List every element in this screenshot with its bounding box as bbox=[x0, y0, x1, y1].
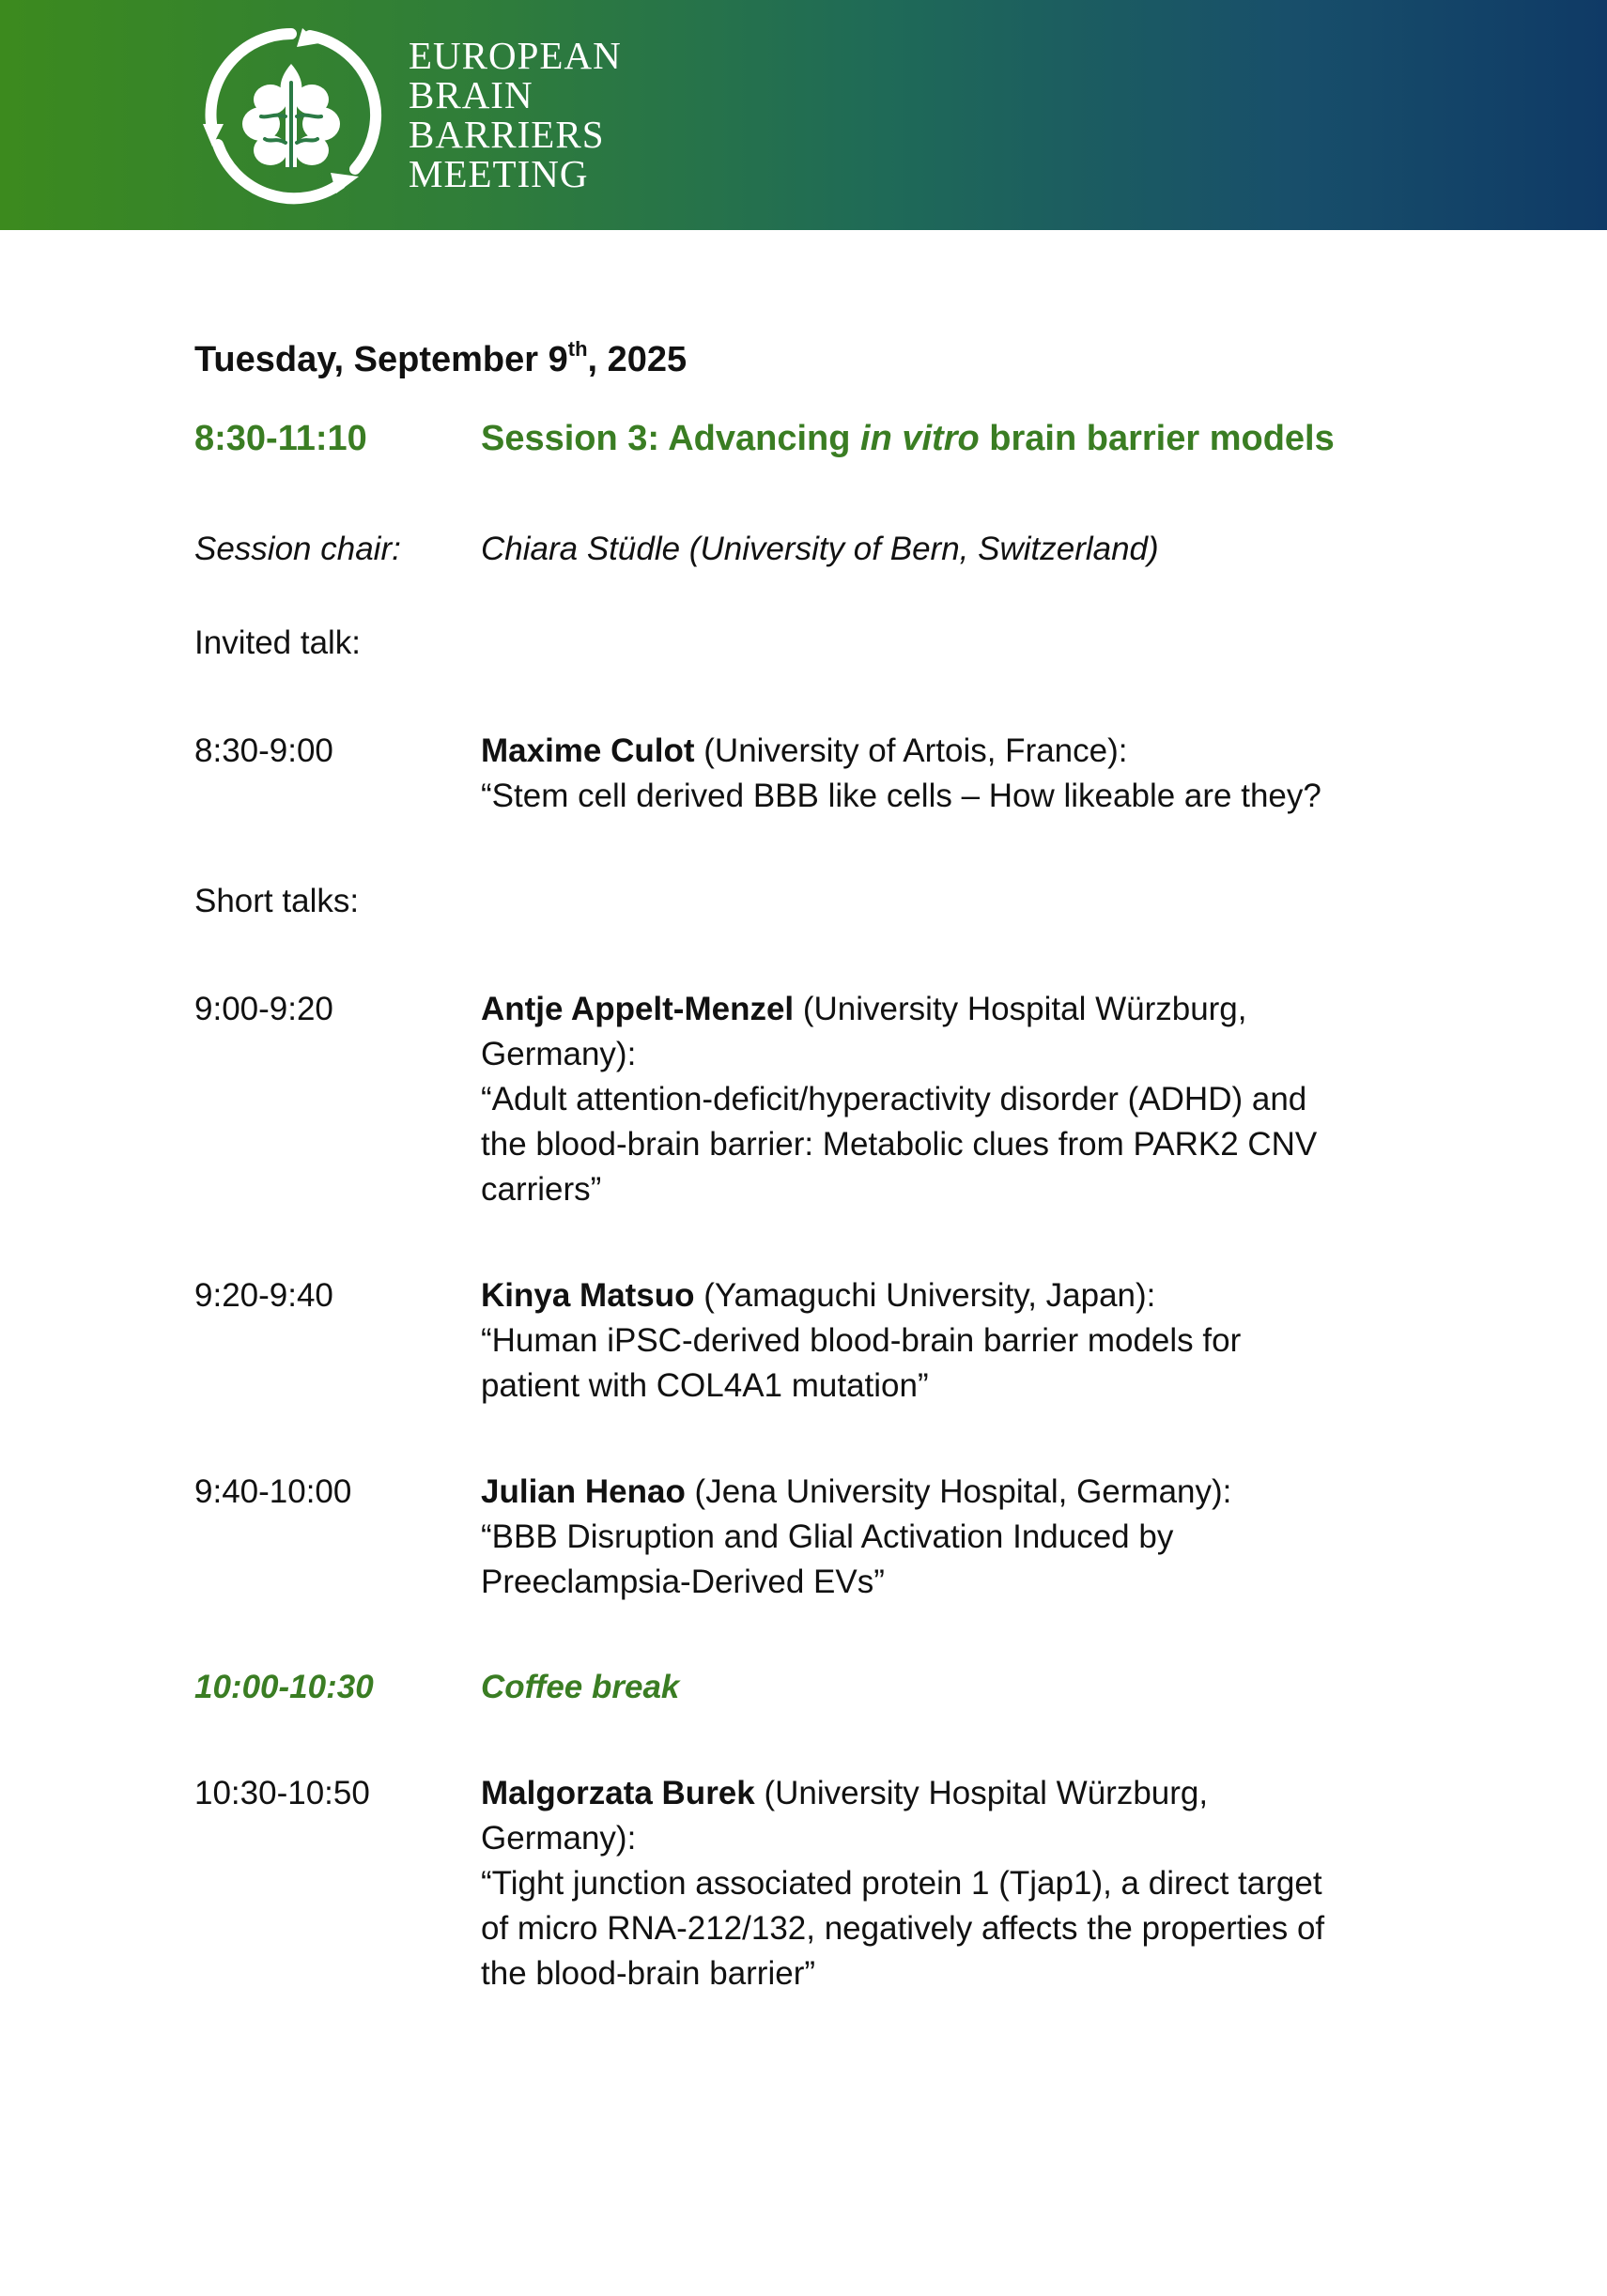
talk-line: patient with COL4A1 mutation” bbox=[481, 1367, 929, 1404]
logo-wordmark bbox=[409, 36, 622, 193]
logo-line: MEETING bbox=[409, 152, 589, 195]
talk-affiliation: (University of Artois, France): bbox=[694, 732, 1128, 769]
invited-talk-label: Invited talk: bbox=[194, 624, 362, 661]
talk-affiliation: (Yamaguchi University, Japan): bbox=[694, 1277, 1156, 1314]
talk-speaker: Kinya Matsuo bbox=[481, 1277, 695, 1314]
talk-time: 9:00-9:20 bbox=[194, 991, 333, 1027]
talk-line bbox=[481, 1771, 1420, 1816]
talk-line: the blood-brain barrier” bbox=[481, 1955, 816, 1992]
day-heading-superscript: th bbox=[567, 337, 588, 361]
header-banner bbox=[0, 0, 1607, 230]
logo-line: BRAIN bbox=[409, 73, 533, 116]
talk-line: Germany): bbox=[481, 1036, 637, 1072]
session-chair-name: Chiara Stüdle (University of Bern, Switzerland) bbox=[481, 531, 1159, 567]
break-label: Coffee break bbox=[481, 1669, 680, 1705]
talk-speaker: Antje Appelt-Menzel bbox=[481, 991, 795, 1027]
talk-affiliation: (University Hospital Würzburg, bbox=[754, 1775, 1209, 1811]
talk-time: 9:20-9:40 bbox=[194, 1277, 333, 1314]
talk-entry bbox=[481, 987, 1420, 1212]
talk-line bbox=[481, 1470, 1420, 1515]
talk-line: of micro RNA-212/132, negatively affects the properties of bbox=[481, 1910, 1325, 1947]
session-title-italic: in vitro bbox=[860, 419, 980, 458]
talk-line bbox=[481, 1273, 1420, 1318]
day-heading-prefix: Tuesday, September 9 bbox=[194, 340, 568, 379]
session-time: 8:30-11:10 bbox=[194, 419, 367, 458]
talk-speaker: Maxime Culot bbox=[481, 732, 695, 769]
talk-line: “Human iPSC-derived blood-brain barrier models for bbox=[481, 1322, 1242, 1359]
talk-entry bbox=[481, 729, 1420, 819]
talk-time: 10:30-10:50 bbox=[194, 1775, 370, 1811]
talk-entry bbox=[481, 1771, 1420, 1996]
talk-affiliation: (Jena University Hospital, Germany): bbox=[685, 1473, 1232, 1510]
talk-line: “Adult attention-deficit/hyperactivity disorder (ADHD) and bbox=[481, 1081, 1307, 1117]
day-heading-suffix: , 2025 bbox=[587, 340, 688, 379]
talk-line: “Stem cell derived BBB like cells – How likeable are they? bbox=[481, 778, 1321, 814]
logo-line: EUROPEAN bbox=[409, 34, 622, 77]
talk-line: carriers” bbox=[481, 1171, 602, 1208]
talk-entry bbox=[481, 1470, 1420, 1605]
session-chair-label: Session chair: bbox=[194, 531, 401, 567]
talk-line: “BBB Disruption and Glial Activation Induced by bbox=[481, 1518, 1174, 1555]
talk-line: Preeclampsia-Derived EVs” bbox=[481, 1564, 885, 1600]
day-heading bbox=[194, 337, 688, 380]
talk-entry bbox=[481, 1273, 1420, 1409]
talk-speaker: Julian Henao bbox=[481, 1473, 686, 1510]
brain-arrows-icon bbox=[199, 26, 383, 205]
talk-line: “Tight junction associated protein 1 (Tjap1), a direct target bbox=[481, 1865, 1322, 1902]
short-talks-label: Short talks: bbox=[194, 883, 360, 919]
talk-line bbox=[481, 729, 1420, 774]
session-title-prefix: Session 3: Advancing bbox=[481, 419, 861, 458]
break-time: 10:00-10:30 bbox=[194, 1669, 374, 1705]
talk-affiliation: (University Hospital Würzburg, bbox=[794, 991, 1247, 1027]
talk-time: 9:40-10:00 bbox=[194, 1473, 352, 1510]
talk-line: Germany): bbox=[481, 1820, 637, 1857]
session-chair-value bbox=[481, 527, 1420, 572]
talk-speaker: Malgorzata Burek bbox=[481, 1775, 755, 1811]
talk-line bbox=[481, 987, 1420, 1032]
talk-line: the blood-brain barrier: Metabolic clues from PARK2 CNV bbox=[481, 1126, 1318, 1163]
talk-time: 8:30-9:00 bbox=[194, 732, 333, 769]
session-title-suffix: brain barrier models bbox=[979, 419, 1335, 458]
break-entry bbox=[481, 1665, 1420, 1710]
logo-line: BARRIERS bbox=[409, 113, 605, 156]
session-title bbox=[481, 419, 1335, 459]
